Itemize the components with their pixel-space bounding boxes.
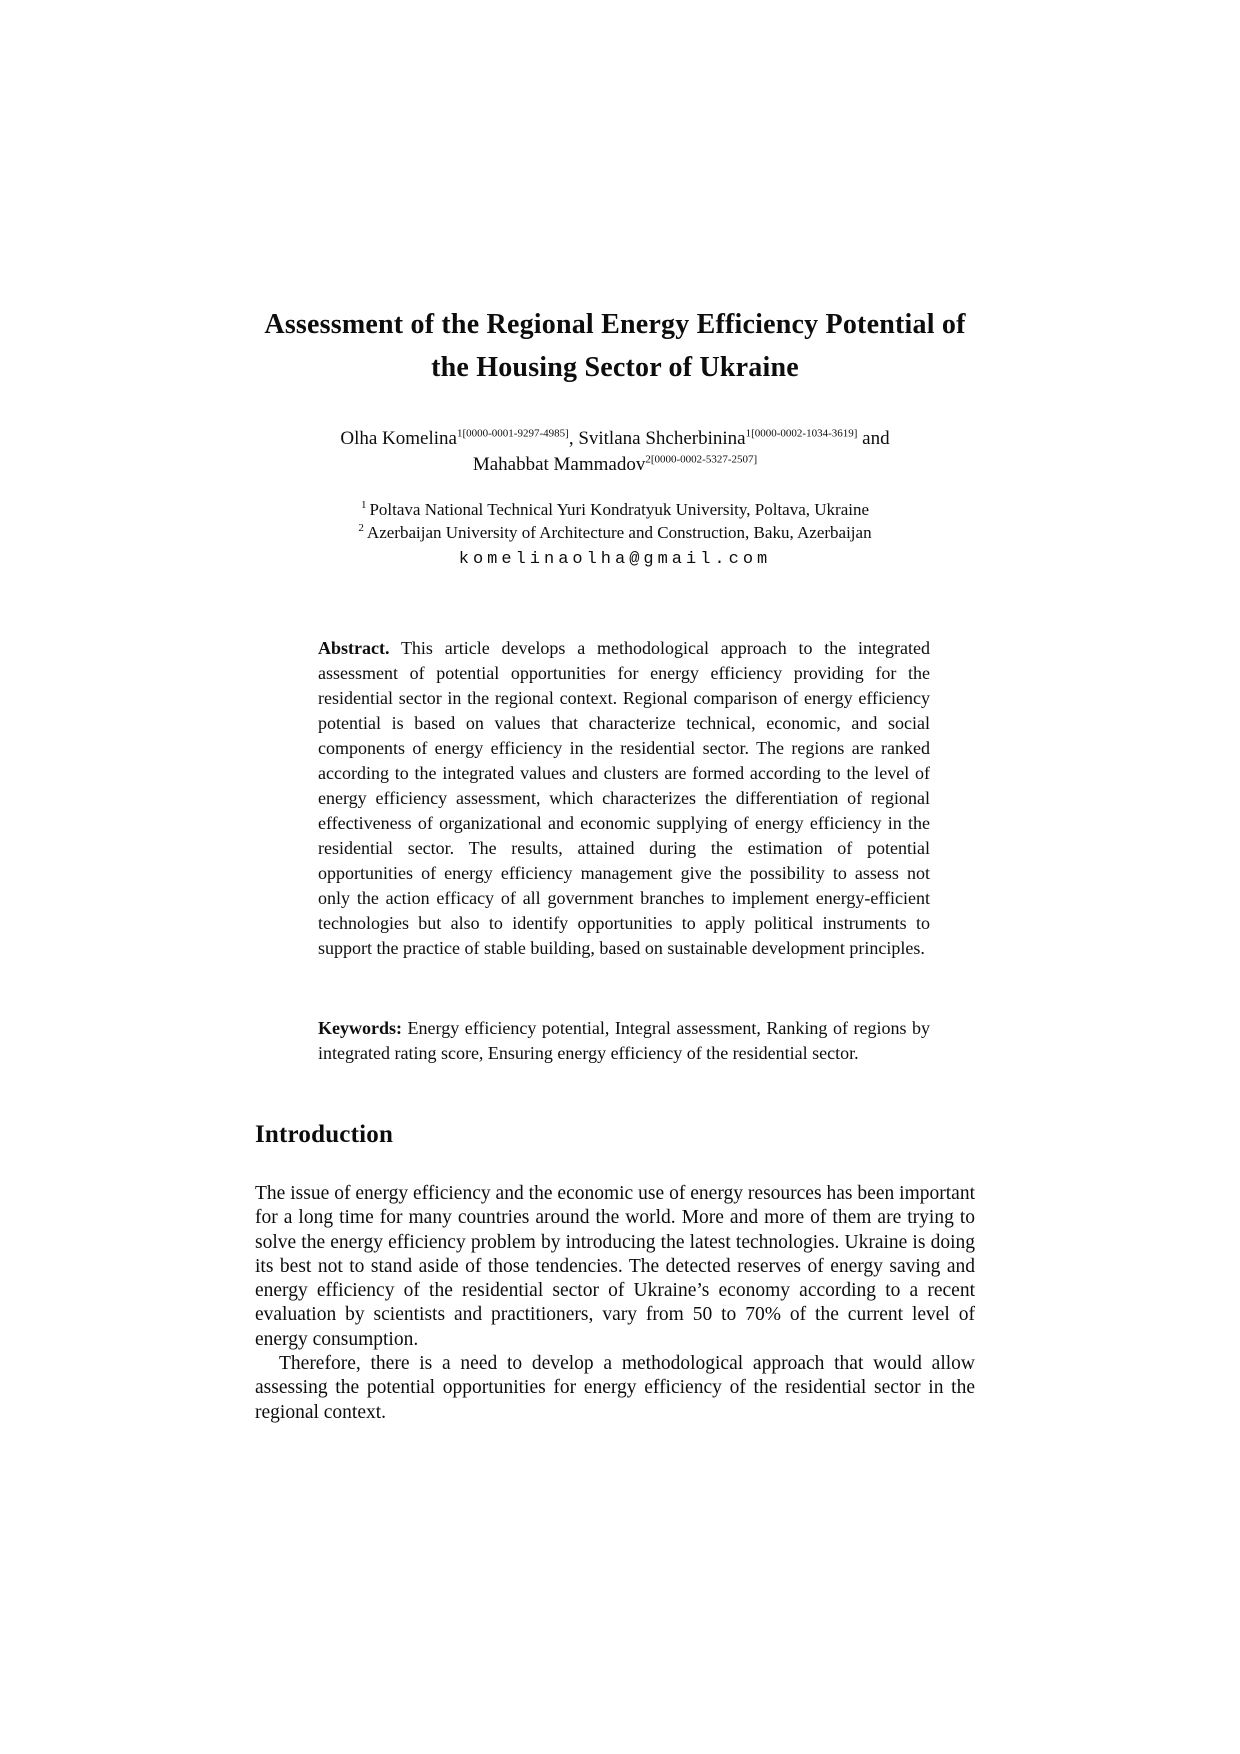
section-heading-introduction: Introduction xyxy=(255,1121,394,1148)
affiliation-text-1: Poltava National Technical Yuri Kondratyuk University, Poltava, Ukraine xyxy=(369,500,870,519)
affiliation-marker-2: 2 xyxy=(358,521,364,534)
page-title xyxy=(255,303,975,389)
affiliation-2 xyxy=(255,522,975,545)
intro-paragraph-2: Therefore, there is a need to develop a methodological approach that would allow assessing the potential opportunities for energy efficiency of the residential sector in the regional context. xyxy=(255,1353,975,1423)
affiliation-1 xyxy=(255,499,975,522)
author-name-3: Mahabbat Mammadov xyxy=(472,454,646,475)
author-list xyxy=(255,426,975,478)
affiliation-marker-1: 1 xyxy=(360,499,367,512)
author-line-1 xyxy=(255,426,975,452)
intro-paragraph-1: The issue of energy efficiency and the economic use of energy resources has been important for a long time for many countries around the world. More and more of them are trying to solve the energy efficiency problem by introducing the latest technologies. Ukraine is doing its best not to stand aside of those tendencies. The detected reserves of energy saving and energy efficiency of the residential sector of Ukraine’s economy according to a recent evaluation by scientists and practitioners, vary from 50 to 70% of the current level of energy consumption. xyxy=(255,1183,975,1350)
abstract-block xyxy=(318,636,930,961)
affiliation-text-2: Azerbaijan University of Architecture and Construction, Baku, Azerbaijan xyxy=(366,522,872,542)
author-line-2 xyxy=(255,452,975,478)
introduction-body xyxy=(255,1182,975,1425)
author-orcid-superscript-2: 1[0000-0002-1034-3619] xyxy=(745,427,858,440)
author-and-text: and xyxy=(857,428,890,449)
abstract-label: Abstract. xyxy=(318,638,390,658)
keywords-label: Keywords: xyxy=(318,1018,402,1038)
author-name-2: Svitlana Shcherbinina xyxy=(578,428,746,449)
keywords-text: Energy efficiency potential, Integral assessment, Ranking of regions by integrated rating score, Ensuring energy efficiency of the residential sector. xyxy=(318,1018,931,1063)
email-address: komelinaolha@gmail.com xyxy=(458,550,772,569)
author-separator: , xyxy=(568,428,579,449)
author-name-1: Olha Komelina xyxy=(340,428,457,449)
author-orcid-superscript-1: 1[0000-0001-9297-4985] xyxy=(456,427,569,440)
page-title-line-1: Assessment of the Regional Energy Efficiency Potential of xyxy=(264,309,966,340)
affiliations-block xyxy=(255,499,975,572)
abstract-text: This article develops a methodological approach to the integrated assessment of potential opportunities for energy efficiency providing for the residential sector in the regional context. Regional comparison of energy efficiency potential is based on values that characterize technical, economic, and social components of energy efficiency in the residential sector. The regions are ranked according to the integrated values and clusters are formed according to the level of energy efficiency assessment, which characterizes the differentiation of regional effectiveness of organizational and economic supplying of energy efficiency in the residential sector. The results, attained during the estimation of potential opportunities of energy efficiency management give the possibility to assess not only the action efficacy of all government branches to implement energy-efficient technologies but also to identify opportunities to apply political instruments to support the practice of stable building, based on sustainable development principles. xyxy=(318,638,930,958)
keywords-block xyxy=(318,1016,930,1066)
page-title-line-2: the Housing Sector of Ukraine xyxy=(431,352,799,383)
author-orcid-superscript-3: 2[0000-0002-5327-2507] xyxy=(645,453,758,466)
